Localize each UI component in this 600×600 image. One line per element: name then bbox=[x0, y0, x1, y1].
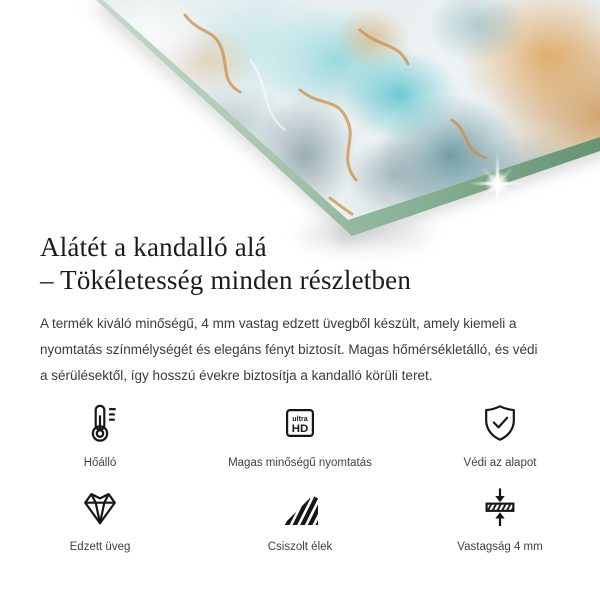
ultra-hd-icon bbox=[279, 402, 321, 444]
section-title-line1: Alátét a kandalló alá bbox=[40, 232, 267, 262]
feature-thickness bbox=[400, 486, 600, 554]
feature-tempered-glass bbox=[0, 486, 200, 554]
thickness-icon bbox=[479, 486, 521, 528]
feature-print-quality bbox=[200, 402, 400, 470]
feature-label: Hőálló bbox=[83, 457, 117, 469]
feature-grid bbox=[0, 402, 600, 554]
feature-heat-resistant bbox=[0, 402, 200, 470]
feature-label: Vastagság 4 mm bbox=[457, 541, 543, 553]
product-description: A termék kiváló minőségű, 4 mm vastag edzett üvegből készült, amely kiemeli a nyomtatás színmélységét és elegáns fényt biztosít. Magas hőmérsékletálló, és védi a sérülésektől, így hosszú évekre biztosítja a kandalló körüli teret. bbox=[40, 316, 538, 383]
feature-label: Védi az alapot bbox=[463, 457, 537, 469]
svg-text:ultra: ultra bbox=[292, 415, 308, 424]
feature-protects-base bbox=[400, 402, 600, 470]
section-title-line2: – Tökéletesség minden részletben bbox=[40, 265, 412, 295]
shield-check-icon bbox=[479, 402, 521, 444]
diamond-icon bbox=[79, 486, 121, 528]
glass-panel-artwork bbox=[0, 0, 600, 252]
section-title bbox=[40, 231, 411, 297]
thermometer-icon bbox=[79, 402, 121, 444]
feature-label: Magas minőségű nyomtatás bbox=[228, 457, 372, 469]
polished-edges-icon bbox=[279, 486, 321, 528]
svg-text:HD: HD bbox=[291, 423, 309, 436]
product-photo bbox=[0, 0, 600, 252]
feature-polished-edges bbox=[200, 486, 400, 554]
feature-label: Csiszolt élek bbox=[267, 541, 333, 553]
feature-label: Edzett üveg bbox=[69, 541, 131, 553]
marble-gold-veins bbox=[0, 0, 600, 252]
